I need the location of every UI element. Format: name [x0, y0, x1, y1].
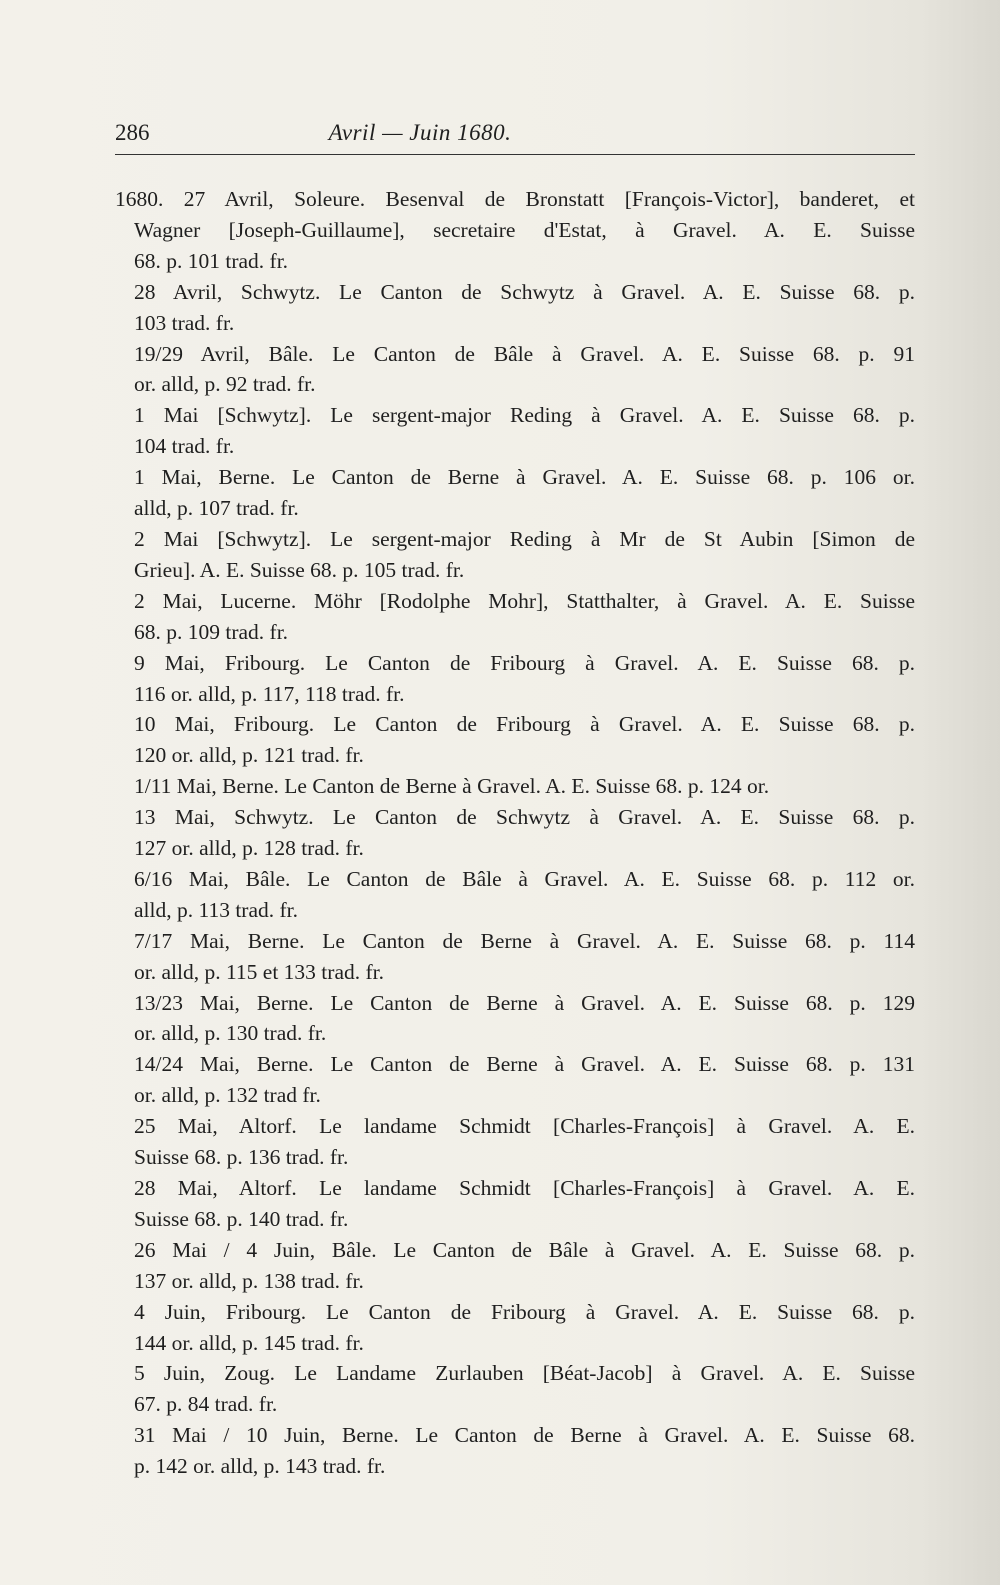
entry-line: 7/17 Mai, Berne. Le Canton de Berne à Gravel. A. E. Suisse 68. p. 114 — [134, 928, 915, 953]
calendar-entry — [115, 339, 915, 401]
entry-line: 116 or. alld, p. 117, 118 trad. fr. — [134, 681, 405, 706]
calendar-entry — [115, 1297, 915, 1359]
entry-line: 1680. 27 Avril, Soleure. Besenval de Bronstatt [François-Victor], banderet, et — [115, 187, 915, 211]
entry-line: 31 Mai / 10 Juin, Berne. Le Canton de Berne à Gravel. A. E. Suisse 68. — [134, 1423, 915, 1448]
entry-line: p. 142 or. alld, p. 143 trad. fr. — [134, 1454, 386, 1479]
entry-line: 144 or. alld, p. 145 trad. fr. — [134, 1330, 364, 1355]
calendar-entry — [115, 1420, 915, 1482]
entry-line: 1 Mai [Schwytz]. Le sergent-major Reding à Gravel. A. E. Suisse 68. p. — [134, 403, 915, 428]
entry-line: 26 Mai / 4 Juin, Bâle. Le Canton de Bâle à Gravel. A. E. Suisse 68. p. — [134, 1237, 915, 1262]
entry-line: alld, p. 113 trad. fr. — [134, 897, 299, 922]
entry-line: or. alld, p. 92 trad. fr. — [134, 372, 316, 397]
entry-line: Suisse 68. p. 136 trad. fr. — [134, 1145, 349, 1170]
entry-line: alld, p. 107 trad. fr. — [134, 496, 299, 521]
calendar-entry — [115, 277, 915, 339]
calendar-entry — [115, 1358, 915, 1420]
entry-line: 25 Mai, Altorf. Le landame Schmidt [Charles-François] à Gravel. A. E. — [134, 1114, 915, 1139]
calendar-entry — [115, 1235, 915, 1297]
page-header — [115, 120, 915, 155]
calendar-entry — [115, 184, 915, 277]
entry-line: 120 or. alld, p. 121 trad. fr. — [134, 743, 364, 768]
entry-line: 28 Avril, Schwytz. Le Canton de Schwytz à Gravel. A. E. Suisse 68. p. — [134, 279, 915, 304]
calendar-entry — [115, 1049, 915, 1111]
entry-line: 14/24 Mai, Berne. Le Canton de Berne à Gravel. A. E. Suisse 68. p. 131 — [134, 1052, 915, 1077]
entry-line: 67. p. 84 trad. fr. — [134, 1392, 278, 1417]
entry-line: 103 trad. fr. — [134, 310, 235, 335]
entry-line: 5 Juin, Zoug. Le Landame Zurlauben [Béat-Jacob] à Gravel. A. E. Suisse — [134, 1361, 915, 1386]
entry-line: 19/29 Avril, Bâle. Le Canton de Bâle à Gravel. A. E. Suisse 68. p. 91 — [134, 341, 915, 366]
entry-line: Grieu]. A. E. Suisse 68. p. 105 trad. fr. — [134, 557, 465, 582]
entry-line: 2 Mai, Lucerne. Möhr [Rodolphe Mohr], Statthalter, à Gravel. A. E. Suisse — [134, 588, 915, 613]
entry-line: 6/16 Mai, Bâle. Le Canton de Bâle à Gravel. A. E. Suisse 68. p. 112 or. — [134, 866, 915, 891]
entry-line: or. alld, p. 115 et 133 trad. fr. — [134, 959, 384, 984]
calendar-entry — [115, 988, 915, 1050]
entry-line: 104 trad. fr. — [134, 434, 235, 459]
entry-line: 127 or. alld, p. 128 trad. fr. — [134, 836, 364, 861]
entry-line: Suisse 68. p. 140 trad. fr. — [134, 1206, 349, 1231]
entry-line: 68. p. 101 trad. fr. — [134, 248, 289, 273]
calendar-entry — [115, 864, 915, 926]
calendar-entry — [115, 524, 915, 586]
calendar-entry — [115, 926, 915, 988]
running-title: Avril — Juin 1680. — [328, 120, 512, 145]
entry-line: 1/11 Mai, Berne. Le Canton de Berne à Gravel. A. E. Suisse 68. p. 124 or. — [134, 774, 770, 799]
calendar-entry — [115, 462, 915, 524]
entry-line: 13/23 Mai, Berne. Le Canton de Berne à Gravel. A. E. Suisse 68. p. 129 — [134, 990, 915, 1015]
calendar-entry — [115, 586, 915, 648]
entry-line: 9 Mai, Fribourg. Le Canton de Fribourg à Gravel. A. E. Suisse 68. p. — [134, 650, 915, 675]
entry-line: Wagner [Joseph-Guillaume], secretaire d'Estat, à Gravel. A. E. Suisse — [134, 217, 915, 242]
page-number: 286 — [115, 120, 150, 145]
entry-line: 2 Mai [Schwytz]. Le sergent-major Reding à Mr de St Aubin [Simon de — [134, 526, 915, 551]
calendar-entry — [115, 771, 915, 802]
entry-line: 10 Mai, Fribourg. Le Canton de Fribourg à Gravel. A. E. Suisse 68. p. — [134, 712, 915, 737]
calendar-entry — [115, 400, 915, 462]
calendar-entry — [115, 1111, 915, 1173]
entry-line: 28 Mai, Altorf. Le landame Schmidt [Charles-François] à Gravel. A. E. — [134, 1176, 915, 1200]
calendar-entry — [115, 709, 915, 771]
calendar-entry — [115, 802, 915, 864]
entry-line: 4 Juin, Fribourg. Le Canton de Fribourg à Gravel. A. E. Suisse 68. p. — [134, 1299, 915, 1324]
calendar-entry — [115, 1173, 915, 1235]
entry-line: or. alld, p. 132 trad fr. — [134, 1083, 321, 1108]
entry-line: 137 or. alld, p. 138 trad. fr. — [134, 1268, 364, 1293]
entry-line: 13 Mai, Schwytz. Le Canton de Schwytz à Gravel. A. E. Suisse 68. p. — [134, 805, 915, 830]
entry-line: 68. p. 109 trad. fr. — [134, 619, 289, 644]
entry-line: 1 Mai, Berne. Le Canton de Berne à Gravel. A. E. Suisse 68. p. 106 or. — [134, 465, 915, 490]
entry-line: or. alld, p. 130 trad. fr. — [134, 1021, 327, 1046]
calendar-entries — [115, 184, 915, 1482]
calendar-entry — [115, 648, 915, 710]
